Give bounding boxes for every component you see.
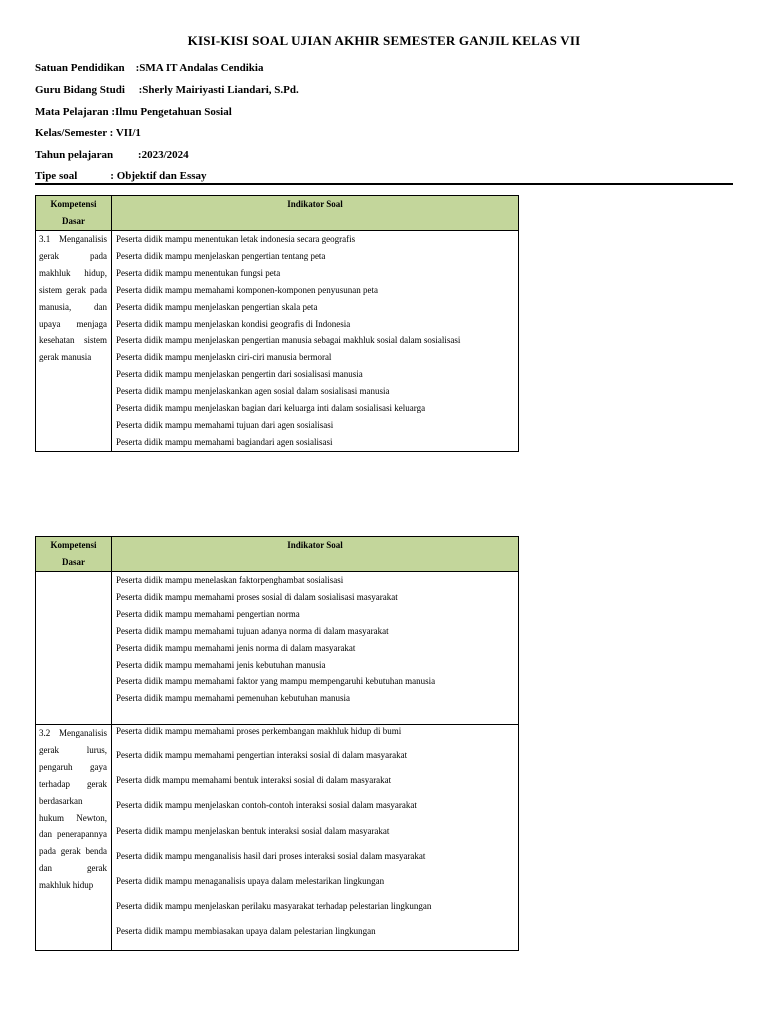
indikator-item: Peserta didik mampu memahami faktor yang mampu mempengaruhi kebutuhan manusia xyxy=(116,676,436,687)
indikator-item: Peserta didik mampu menjelaskan perilaku masyarakat terhadap pelestarian lingkungan xyxy=(116,901,432,912)
table-row xyxy=(36,725,519,951)
header-kompetensi-dasar: Kompetensi Dasar xyxy=(36,537,112,572)
indikator-item: Peserta didik mampu menentukan letak indonesia secara geografis xyxy=(116,234,356,244)
table-header-row xyxy=(36,537,519,572)
indikator-item: Peserta didik mampu menjelaskan bentuk interaksi sosial dalam masyarakat xyxy=(116,825,390,836)
header-divider xyxy=(35,183,733,185)
indikator-item: Peserta didik mampu memahami proses perkembangan makhluk hidup di bumi xyxy=(116,726,402,736)
header-indikator-soal: Indikator Soal xyxy=(112,537,519,572)
indikator-item: Peserta didik mampu memahami komponen-komponen penyusunan peta xyxy=(116,284,378,295)
kd-cell-3-2: 3.2 Menganalisis gerak lurus, pengaruh gaya terhadap gerak berdasarkan hukum Newton, dan penerapannya pada gerak benda dan gerak makhluk hidup xyxy=(39,728,107,891)
indikator-item: Peserta didik mampu memahami jenis kebutuhan manusia xyxy=(116,659,326,670)
meta-tahun-pelajaran: Tahun pelajaran :2023/2024 xyxy=(35,149,189,161)
indikator-item: Peserta didik mampu memahami pengertian interaksi sosial di dalam masyarakat xyxy=(116,750,408,760)
indikator-item: Peserta didik mampu menjelaskan bagian dari keluarga inti dalam sosialisasi keluarga xyxy=(116,403,426,414)
table-row xyxy=(36,231,519,452)
indikator-item: Peserta didik mampu menjelaskan contoh-contoh interaksi sosial dalam masyarakat xyxy=(116,800,417,811)
indikator-item: Peserta didik mampu menganalisis hasil dari proses interaksi sosial dalam masyarakat xyxy=(116,850,426,861)
meta-satuan-pendidikan: Satuan Pendidikan :SMA IT Andalas Cendikia xyxy=(35,62,264,74)
header-indikator-soal: Indikator Soal xyxy=(112,196,519,231)
indikator-item: Peserta didik mampu menjelaskan pengertin dari sosialisasi manusia xyxy=(116,369,363,380)
kisi-table-2 xyxy=(35,536,519,951)
meta-mata-pelajaran: Mata Pelajaran :Ilmu Pengetahuan Sosial xyxy=(35,106,232,118)
indikator-item: Peserta didik mampu memahami tujuan dari agen sosialisasi xyxy=(116,419,334,430)
document-title: KISI-KISI SOAL UJIAN AKHIR SEMESTER GANJIL KELAS VII xyxy=(187,33,581,48)
indikator-item: Peserta didik mampu menelaskan faktorpenghambat sosialisasi xyxy=(116,575,344,585)
indikator-item: Peserta didik mampu menjelaskn ciri-ciri manusia bermoral xyxy=(116,352,332,363)
meta-guru-bidang-studi: Guru Bidang Studi :Sherly Mairiyasti Liandari, S.Pd. xyxy=(35,84,299,96)
indikator-item: Peserta didik mampu menjelaskan kondisi geografis di Indonesia xyxy=(116,318,351,329)
indikator-item: Peserta didik mampu memahami tujuan adanya norma di dalam masyarakat xyxy=(116,625,389,636)
indikator-item: Peserta didk mampu memahami bentuk interaksi sosial di dalam masyarakat xyxy=(116,775,392,786)
indikator-item: Peserta didik mampu menjelaskankan agen sosial dalam sosialisasi manusia xyxy=(116,386,390,397)
table-row xyxy=(36,572,519,725)
indikator-item: Peserta didik mampu menaganalisis upaya dalam melestarikan lingkungan xyxy=(116,876,385,887)
indikator-item: Peserta didik mampu memahami bagiandari agen sosialisasi xyxy=(116,436,333,447)
indikator-item: Peserta didik mampu memahami proses sosial di dalam sosialisasi masyarakat xyxy=(116,591,398,602)
indikator-item: Peserta didik mampu membiasakan upaya dalam pelestarian lingkungan xyxy=(116,926,376,937)
indikator-item: Peserta didik mampu memahami jenis norma di dalam masyarakat xyxy=(116,642,356,653)
indikator-item: Peserta didik mampu memahami pemenuhan kebutuhan manusia xyxy=(116,693,350,704)
indikator-item: Peserta didik mampu memahami pengertian norma xyxy=(116,608,300,619)
table-header-row xyxy=(36,196,519,231)
meta-kelas-semester: Kelas/Semester : VII/1 xyxy=(35,127,141,139)
indikator-item: Peserta didik mampu menjelaskan pengertian manusia sebagai makhluk sosial dalam sosialisasi xyxy=(116,335,461,346)
kd-cell-3-1: 3.1 Menganalisis gerak pada makhluk hidup, sistem gerak pada manusia, dan upaya menjaga kesehatan sistem gerak manusia xyxy=(39,234,107,363)
indikator-item: Peserta didik mampu menjelaskan pengertian tentang peta xyxy=(116,250,326,261)
indikator-item: Peserta didik mampu menjelaskan pengertian skala peta xyxy=(116,301,318,312)
kisi-table-1 xyxy=(35,195,519,452)
indikator-item: Peserta didik mampu menentukan fungsi peta xyxy=(116,267,281,278)
header-kompetensi-dasar: Kompetensi Dasar xyxy=(36,196,112,231)
meta-tipe-soal: Tipe soal : Objektif dan Essay xyxy=(35,170,207,182)
